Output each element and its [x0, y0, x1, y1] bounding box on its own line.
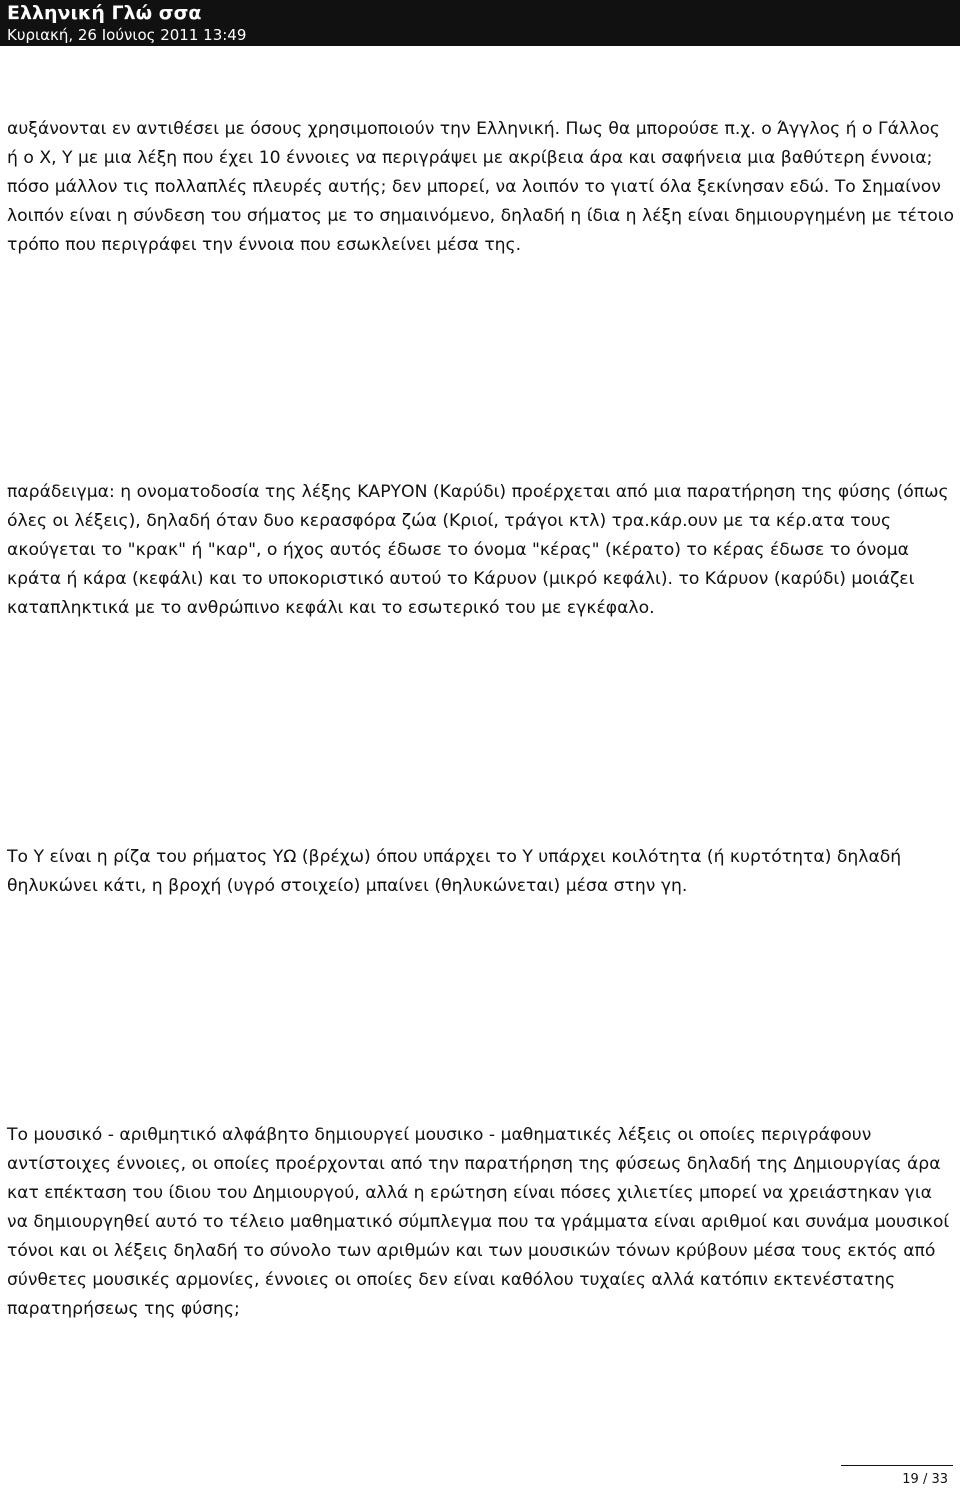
footer-divider: [841, 1465, 953, 1466]
body-paragraph: αυξάνονται εν αντιθέσει με όσους χρησιμοποιούν την Ελληνική. Πως θα μπορούσε π.χ. ο Άγγλος ή ο Γάλλος ή ο Χ, Υ με μια λέξη που έχει 10 έννοιες να περιγράψει με ακρίβεια άρα και σαφήνεια μια βαθύτερη έννοια; πόσο μάλλον τις πολλαπλές πλευρές αυτής; δεν μπορεί, να λοιπόν το γιατί όλα ξεκίνησαν εδώ. Το Σημαίνον λοιπόν είναι η σύνδεση του σήματος με το σημαινόμενο, δηλαδή η ίδια η λέξη είναι δημιουργημένη με τέτοιο τρόπο που περιγράφει την έννοια που εσωκλείνει μέσα της.: [7, 119, 955, 255]
page-header: [0, 0, 960, 46]
page-number: 19 / 33: [902, 1472, 948, 1487]
post-date: Κυριακή, 26 Ιούνιος 2011 13:49: [7, 26, 247, 44]
site-title: Ελληνική Γλώ σσα: [7, 2, 202, 24]
body-paragraph: παράδειγμα: η ονοματοδοσία της λέξης ΚΑΡΥΟΝ (Καρύδι) προέρχεται από μια παρατήρηση της φύσης (όπως όλες οι λέξεις), δηλαδή όταν δυο κερασφόρα ζώα (Κριοί, τράγοι κτλ) τρα.κάρ.ουν με τα κέρ.ατα τους ακούγεται το "κρακ" ή "καρ", ο ήχος αυτός έδωσε το όνομα "κέρας" (κέρατο) το κέρας έδωσε το όνομα κράτα ή κάρα (κεφάλι) και το υποκοριστικό αυτού το Κάρυον (μικρό κεφάλι). το Κάρυον (καρύδι) μοιάζει καταπληκτικά με το ανθρώπινο κεφάλι και το εσωτερικό του με εγκέφαλο.: [7, 482, 949, 618]
body-paragraph: Το Υ είναι η ρίζα του ρήματος ΥΩ (βρέχω) όπου υπάρχει το Υ υπάρχει κοιλότητα (ή κυρτότητα) δηλαδή θηλυκώνει κάτι, η βροχή (υγρό στοιχείο) μπαίνει (θηλυκώνεται) μέσα στην γη.: [7, 847, 902, 896]
body-paragraph: Το μουσικό - αριθμητικό αλφάβητο δημιουργεί μουσικο - μαθηματικές λέξεις οι οποίες περιγράφουν αντίστοιχες έννοιες, οι οποίες προέρχονται από την παρατήρηση της φύσεως δηλαδή της Δημιουργίας άρα κατ επέκταση του ίδιου του Δημιουργού, αλλά η ερώτηση είναι πόσες χιλιετίες μπορεί να χρειάστηκαν για να δημιουργηθεί αυτό το τέλειο μαθηματικό σύμπλεγμα που τα γράμματα είναι αριθμοί και συνάμα μουσικοί τόνοι και οι λέξεις δηλαδή το σύνολο των αριθμών και των μουσικών τόνων κρύβουν μέσα τους εκτός από σύνθετες μουσικές αρμονίες, έννοιες οι οποίες δεν είναι καθόλου τυχαίες αλλά κατόπιν εκτενέστατης παρατηρήσεως της φύσης;: [7, 1125, 950, 1319]
